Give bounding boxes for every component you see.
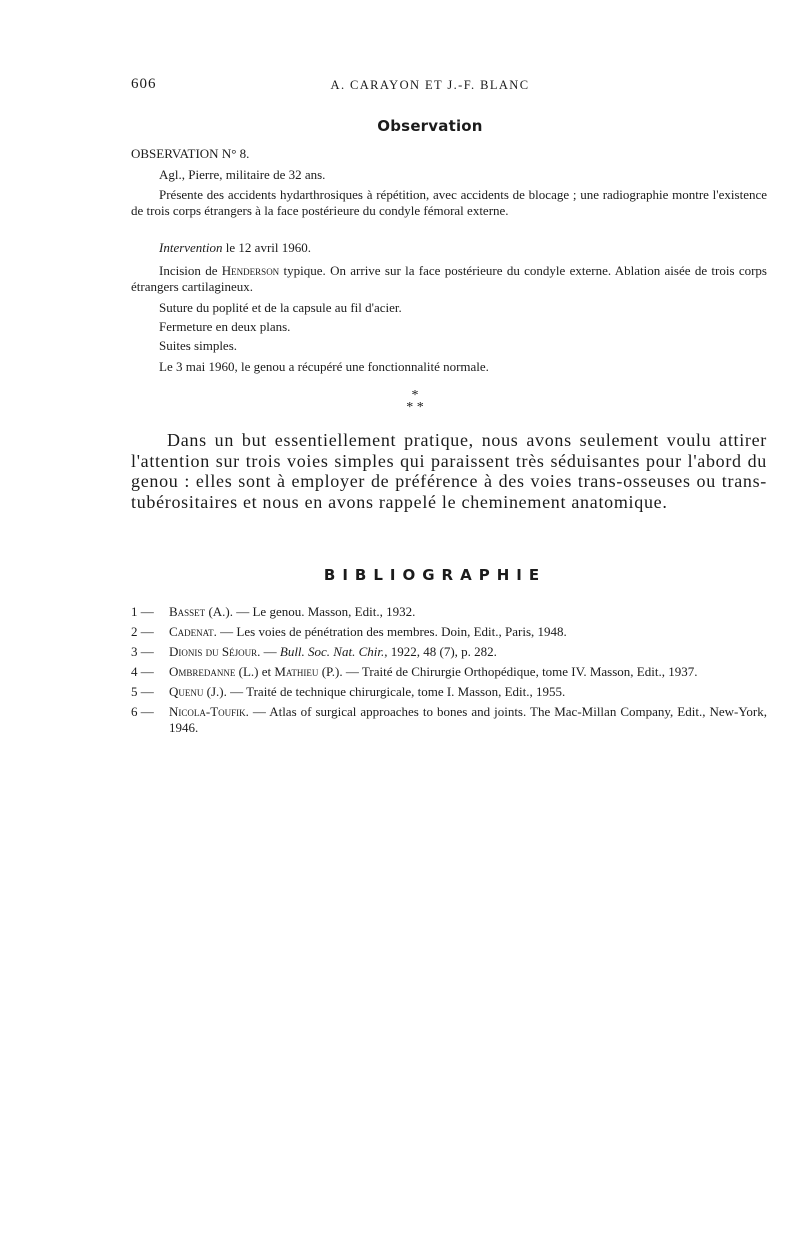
entry-number: 4 — [131, 664, 154, 679]
entry-author: Cadenat [169, 624, 214, 639]
bibliography-entry [131, 684, 767, 700]
entry-separator: . — [257, 644, 280, 659]
intervention-label: Intervention [159, 240, 223, 255]
incision-prefix: Incision de [159, 263, 222, 278]
entry-author: Ombredanne [169, 664, 236, 679]
asterism-separator [0, 390, 800, 414]
conclusion-paragraph: Dans un but essentiellement pratique, nous avons seulement voulu attirer l'attention sur trois voies simples qui paraissent très séduisantes pour l'abord du genou : elles sont à employer de préférence à des voies trans-osseuses ou trans-tubérositaires et nous en avons rappelé le cheminement anatomique. [131, 430, 767, 512]
observation-suture: Suture du poplité et de la capsule au fil d'acier. [159, 300, 402, 315]
asterism-top: * [411, 388, 419, 403]
entry-number: 3 — [131, 644, 154, 659]
entry-author: Dionis du Séjour [169, 644, 258, 659]
observation-closure-wrap [131, 319, 767, 335]
bibliography-entry [131, 704, 767, 736]
entry-author: Quenu [169, 684, 204, 699]
bibliography-list [131, 604, 767, 740]
observation-block [131, 146, 767, 162]
entry-connector: (L.) et [235, 664, 275, 679]
observation-history-wrap [131, 187, 767, 219]
section-heading: Observation [377, 117, 483, 135]
running-header [0, 76, 800, 100]
bibliography-entry [131, 644, 767, 660]
entry-number: 1 — [131, 604, 154, 619]
incision-rest: typique. On arrive sur la face postérieure du condyle externe. Ablation aisée de trois corps étrangers cartilagineux. [131, 263, 767, 294]
observation-suture-wrap [131, 300, 767, 316]
running-authors: A. CARAYON ET J.-F. BLANC [330, 78, 530, 92]
asterism-bottom: * * [406, 400, 424, 415]
observation-title: OBSERVATION N° 8. [131, 146, 250, 161]
bibliography-heading: BIBLIOGRAPHIE [323, 566, 547, 584]
observation-history: Présente des accidents hydarthrosiques à répétition, avec accidents de blocage ; une radiographie montre l'existence de trois corps étrangers à la face postérieure du condyle fémoral externe. [131, 187, 767, 218]
observation-patient: Agl., Pierre, militaire de 32 ans. [159, 167, 326, 182]
entry-text: . — Atlas of surgical approaches to bones and joints. The Mac-Millan Company, Edit., New-York, 1946. [169, 704, 767, 735]
bibliography-entry [131, 604, 767, 620]
page-number: 606 [131, 76, 157, 92]
incision-author: Henderson [221, 263, 280, 278]
entry-author-2: Mathieu [274, 664, 319, 679]
entry-text: (P.). — Traité de Chirurgie Orthopédique, tome IV. Masson, Edit., 1937. [318, 664, 698, 679]
observation-patient-wrap [131, 167, 767, 183]
entry-number: 6 — [131, 704, 154, 719]
bibliography-entry [131, 624, 767, 640]
entry-number: 2 — [131, 624, 154, 639]
observation-outcome: Le 3 mai 1960, le genou a récupéré une fonctionnalité normale. [159, 359, 489, 374]
entry-author: Nicola-Toufik [169, 704, 246, 719]
observation-intervention [131, 240, 767, 256]
entry-journal: Bull. Soc. Nat. Chir. [279, 644, 385, 659]
observation-followup-wrap [131, 338, 767, 354]
intervention-date: le 12 avril 1960. [222, 240, 312, 255]
bibliography-entry [131, 664, 767, 680]
observation-incision [131, 263, 767, 295]
observation-incision-wrap [131, 263, 767, 295]
entry-text: (J.). — Traité de technique chirurgicale, tome I. Masson, Edit., 1955. [203, 684, 566, 699]
observation-outcome-wrap [131, 359, 767, 375]
entry-text: (A.). — Le genou. Masson, Edit., 1932. [205, 604, 416, 619]
entry-text: , 1922, 48 (7), p. 282. [384, 644, 497, 659]
entry-author: Basset [169, 604, 206, 619]
entry-number: 5 — [131, 684, 154, 699]
entry-text: . — Les voies de pénétration des membres. Doin, Edit., Paris, 1948. [213, 624, 567, 639]
observation-closure: Fermeture en deux plans. [159, 319, 291, 334]
observation-intervention-wrap [131, 240, 767, 256]
observation-followup: Suites simples. [159, 338, 238, 353]
